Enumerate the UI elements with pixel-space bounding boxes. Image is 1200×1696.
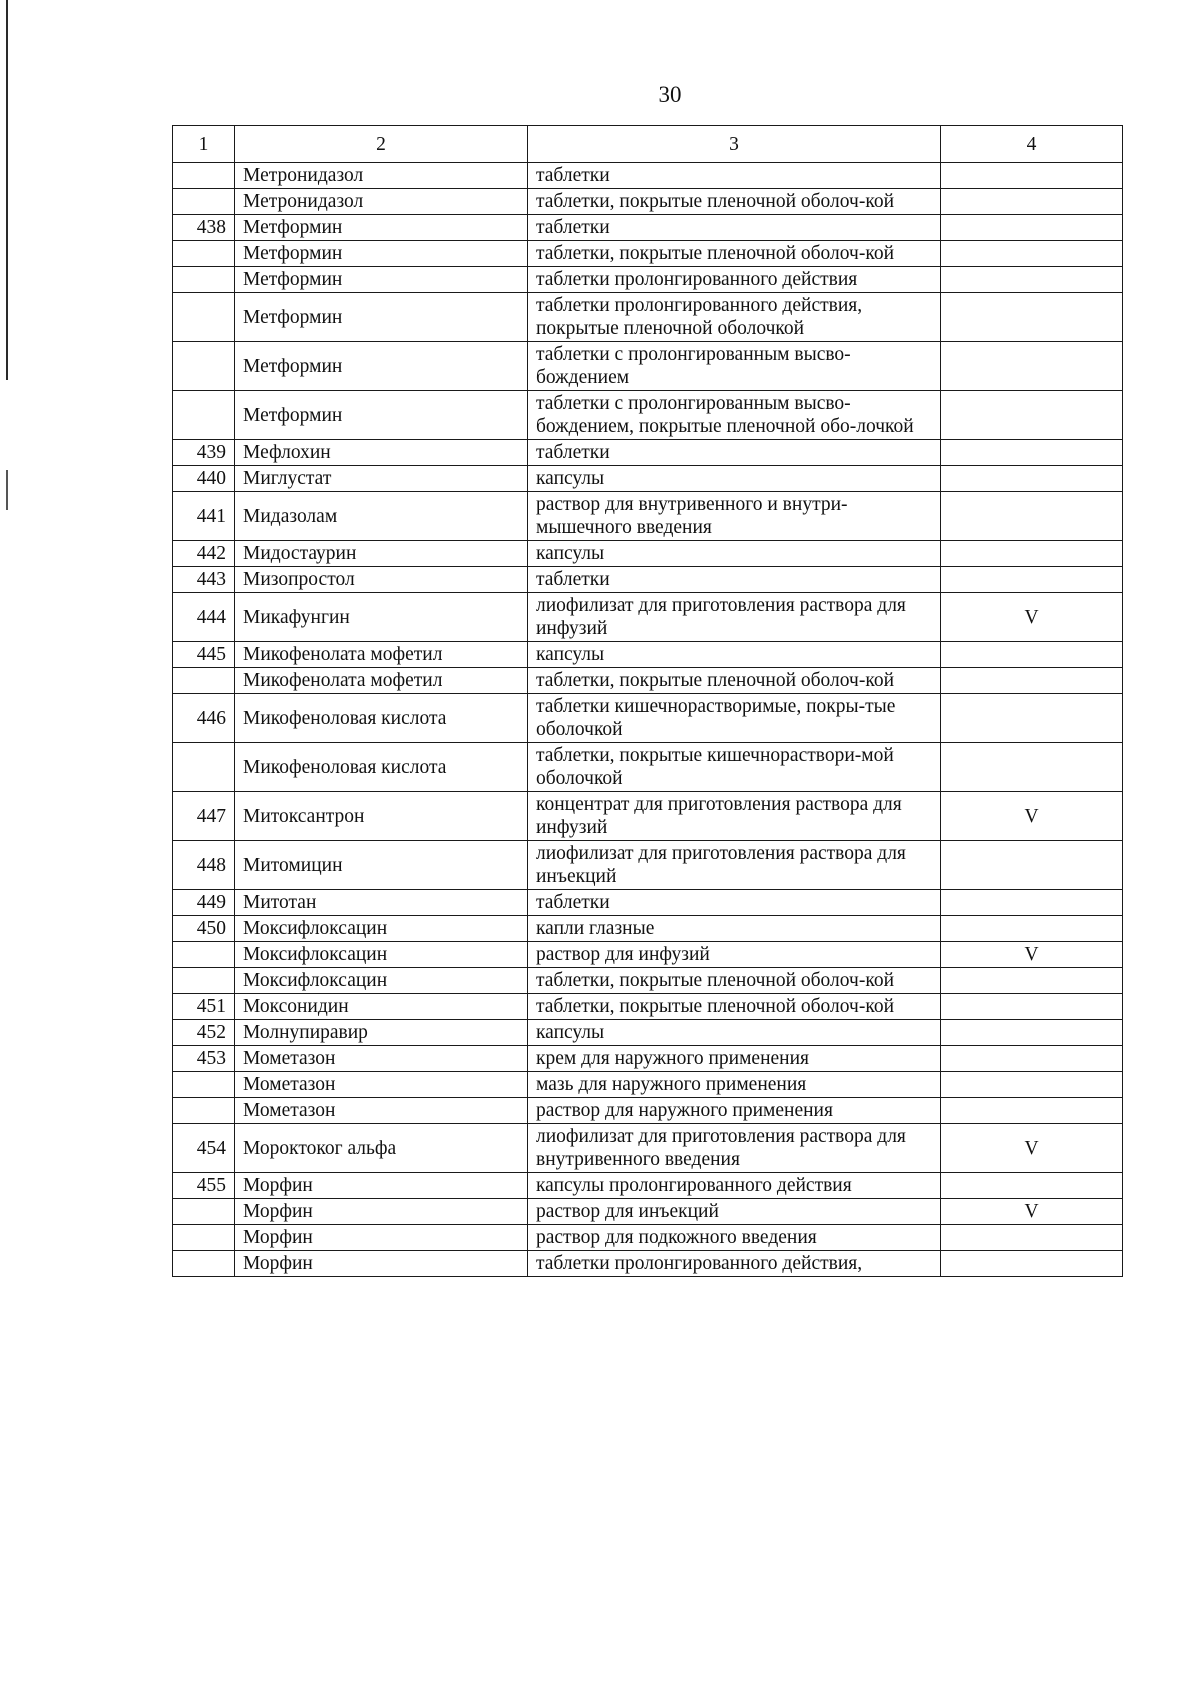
row-number: 444 [173, 593, 235, 642]
row-mark [941, 466, 1123, 492]
table-header [173, 126, 1123, 163]
row-mark [941, 163, 1123, 189]
row-number [173, 1072, 235, 1098]
row-mark [941, 1225, 1123, 1251]
dosage-form: капсулы [528, 642, 941, 668]
table-row [173, 668, 1123, 694]
row-number: 438 [173, 215, 235, 241]
row-number: 454 [173, 1124, 235, 1173]
dosage-form: мазь для наружного применения [528, 1072, 941, 1098]
row-mark: V [941, 1124, 1123, 1173]
row-mark [941, 1046, 1123, 1072]
row-mark [941, 189, 1123, 215]
dosage-form: таблетки [528, 567, 941, 593]
row-number: 450 [173, 916, 235, 942]
row-number [173, 293, 235, 342]
column-header-number: 1 [173, 126, 235, 163]
dosage-form: таблетки [528, 440, 941, 466]
row-number [173, 968, 235, 994]
row-mark [941, 267, 1123, 293]
row-mark [941, 567, 1123, 593]
drug-name: Метронидазол [235, 163, 528, 189]
table-row [173, 1046, 1123, 1072]
row-mark [941, 916, 1123, 942]
table-row [173, 593, 1123, 642]
dosage-form: раствор для подкожного введения [528, 1225, 941, 1251]
drug-name: Морфин [235, 1225, 528, 1251]
table-row [173, 916, 1123, 942]
row-mark [941, 492, 1123, 541]
drug-name: Микофеноловая кислота [235, 743, 528, 792]
dosage-form: таблетки, покрытые пленочной оболоч-кой [528, 241, 941, 267]
dosage-form: таблетки пролонгированного действия, [528, 1251, 941, 1277]
drug-name: Мометазон [235, 1046, 528, 1072]
table-row [173, 1020, 1123, 1046]
row-number: 452 [173, 1020, 235, 1046]
dosage-form: таблетки с пролонгированным высво-бождением [528, 342, 941, 391]
dosage-form: раствор для внутривенного и внутри-мышечного введения [528, 492, 941, 541]
table-row [173, 466, 1123, 492]
table-row [173, 1225, 1123, 1251]
drug-name: Метформин [235, 293, 528, 342]
drug-table [172, 125, 1123, 1277]
table-row [173, 267, 1123, 293]
row-mark: V [941, 942, 1123, 968]
table-row [173, 567, 1123, 593]
row-mark [941, 215, 1123, 241]
row-number [173, 189, 235, 215]
table-row [173, 1098, 1123, 1124]
drug-name: Мометазон [235, 1098, 528, 1124]
table-row [173, 743, 1123, 792]
drug-name: Митотан [235, 890, 528, 916]
table-row [173, 189, 1123, 215]
scan-border-line [6, 0, 8, 380]
row-mark [941, 241, 1123, 267]
dosage-form: лиофилизат для приготовления раствора для инъекций [528, 841, 941, 890]
dosage-form: капсулы пролонгированного действия [528, 1173, 941, 1199]
row-mark [941, 440, 1123, 466]
drug-name: Моксифлоксацин [235, 968, 528, 994]
dosage-form: капсулы [528, 466, 941, 492]
drug-name: Мефлохин [235, 440, 528, 466]
row-mark [941, 391, 1123, 440]
table-row [173, 492, 1123, 541]
dosage-form: таблетки, покрытые пленочной оболоч-кой [528, 668, 941, 694]
dosage-form: лиофилизат для приготовления раствора для внутривенного введения [528, 1124, 941, 1173]
table-row [173, 215, 1123, 241]
row-mark [941, 743, 1123, 792]
dosage-form: капли глазные [528, 916, 941, 942]
row-number [173, 743, 235, 792]
table-row [173, 1173, 1123, 1199]
header-row [173, 126, 1123, 163]
drug-name: Метформин [235, 241, 528, 267]
row-mark [941, 1098, 1123, 1124]
dosage-form: таблетки кишечнорастворимые, покры-тые оболочкой [528, 694, 941, 743]
row-mark [941, 890, 1123, 916]
drug-name: Молнупиравир [235, 1020, 528, 1046]
table-row [173, 1199, 1123, 1225]
dosage-form: раствор для инъекций [528, 1199, 941, 1225]
row-mark: V [941, 593, 1123, 642]
row-mark [941, 694, 1123, 743]
drug-name: Метформин [235, 267, 528, 293]
row-number [173, 163, 235, 189]
row-number: 439 [173, 440, 235, 466]
row-mark [941, 1251, 1123, 1277]
row-mark [941, 668, 1123, 694]
table-body [173, 163, 1123, 1277]
row-number [173, 1251, 235, 1277]
row-number: 447 [173, 792, 235, 841]
dosage-form: таблетки, покрытые пленочной оболоч-кой [528, 189, 941, 215]
table-row [173, 792, 1123, 841]
row-number: 443 [173, 567, 235, 593]
dosage-form: таблетки [528, 215, 941, 241]
table-row [173, 694, 1123, 743]
table-row [173, 942, 1123, 968]
table-row [173, 241, 1123, 267]
table-row [173, 1124, 1123, 1173]
row-number: 446 [173, 694, 235, 743]
table-row [173, 391, 1123, 440]
dosage-form: таблетки пролонгированного действия [528, 267, 941, 293]
drug-name: Мороктоког альфа [235, 1124, 528, 1173]
column-header-mark: 4 [941, 126, 1123, 163]
dosage-form: таблетки, покрытые кишечнораствори-мой оболочкой [528, 743, 941, 792]
row-mark [941, 841, 1123, 890]
dosage-form: концентрат для приготовления раствора для инфузий [528, 792, 941, 841]
row-mark: V [941, 792, 1123, 841]
row-mark [941, 342, 1123, 391]
row-number [173, 668, 235, 694]
table-row [173, 642, 1123, 668]
row-number: 440 [173, 466, 235, 492]
column-header-name: 2 [235, 126, 528, 163]
row-number: 441 [173, 492, 235, 541]
drug-name: Метформин [235, 391, 528, 440]
row-number [173, 1199, 235, 1225]
dosage-form: раствор для наружного применения [528, 1098, 941, 1124]
drug-name: Метформин [235, 215, 528, 241]
row-mark [941, 1072, 1123, 1098]
dosage-form: капсулы [528, 541, 941, 567]
drug-name: Мидазолам [235, 492, 528, 541]
dosage-form: лиофилизат для приготовления раствора для инфузий [528, 593, 941, 642]
drug-name: Миглустат [235, 466, 528, 492]
drug-name: Моксифлоксацин [235, 916, 528, 942]
row-number: 453 [173, 1046, 235, 1072]
table-row [173, 968, 1123, 994]
row-number [173, 241, 235, 267]
table-row [173, 440, 1123, 466]
row-mark [941, 541, 1123, 567]
row-mark [941, 293, 1123, 342]
table-row [173, 1251, 1123, 1277]
drug-name: Метформин [235, 342, 528, 391]
drug-name: Морфин [235, 1251, 528, 1277]
dosage-form: таблетки [528, 163, 941, 189]
row-mark [941, 1020, 1123, 1046]
row-number: 455 [173, 1173, 235, 1199]
drug-name: Мидостаурин [235, 541, 528, 567]
table-row [173, 342, 1123, 391]
drug-name: Митомицин [235, 841, 528, 890]
drug-name: Мометазон [235, 1072, 528, 1098]
scan-border-line [6, 470, 8, 510]
row-number [173, 1098, 235, 1124]
drug-name: Микафунгин [235, 593, 528, 642]
row-mark [941, 642, 1123, 668]
row-mark [941, 968, 1123, 994]
drug-name: Микофенолата мофетил [235, 668, 528, 694]
row-number: 448 [173, 841, 235, 890]
dosage-form: таблетки, покрытые пленочной оболоч-кой [528, 968, 941, 994]
table-row [173, 163, 1123, 189]
table-row [173, 890, 1123, 916]
table-row [173, 841, 1123, 890]
row-number [173, 342, 235, 391]
table-row [173, 994, 1123, 1020]
dosage-form: раствор для инфузий [528, 942, 941, 968]
row-mark [941, 994, 1123, 1020]
drug-name: Моксифлоксацин [235, 942, 528, 968]
dosage-form: таблетки пролонгированного действия, покрытые пленочной оболочкой [528, 293, 941, 342]
drug-name: Микофеноловая кислота [235, 694, 528, 743]
dosage-form: капсулы [528, 1020, 941, 1046]
row-number [173, 267, 235, 293]
drug-name: Микофенолата мофетил [235, 642, 528, 668]
drug-name: Морфин [235, 1173, 528, 1199]
table-row [173, 541, 1123, 567]
dosage-form: таблетки, покрытые пленочной оболоч-кой [528, 994, 941, 1020]
row-number: 442 [173, 541, 235, 567]
drug-name: Метронидазол [235, 189, 528, 215]
page-number: 30 [658, 82, 682, 107]
column-header-form: 3 [528, 126, 941, 163]
row-number [173, 391, 235, 440]
row-number: 451 [173, 994, 235, 1020]
row-number [173, 1225, 235, 1251]
drug-name: Морфин [235, 1199, 528, 1225]
dosage-form: крем для наружного применения [528, 1046, 941, 1072]
table-row [173, 1072, 1123, 1098]
table-row [173, 293, 1123, 342]
drug-name: Моксонидин [235, 994, 528, 1020]
dosage-form: таблетки с пролонгированным высво-бождением, покрытые пленочной обо-лочкой [528, 391, 941, 440]
drug-name: Митоксантрон [235, 792, 528, 841]
row-number: 449 [173, 890, 235, 916]
row-mark: V [941, 1199, 1123, 1225]
drug-name: Мизопростол [235, 567, 528, 593]
row-mark [941, 1173, 1123, 1199]
row-number [173, 942, 235, 968]
dosage-form: таблетки [528, 890, 941, 916]
row-number: 445 [173, 642, 235, 668]
